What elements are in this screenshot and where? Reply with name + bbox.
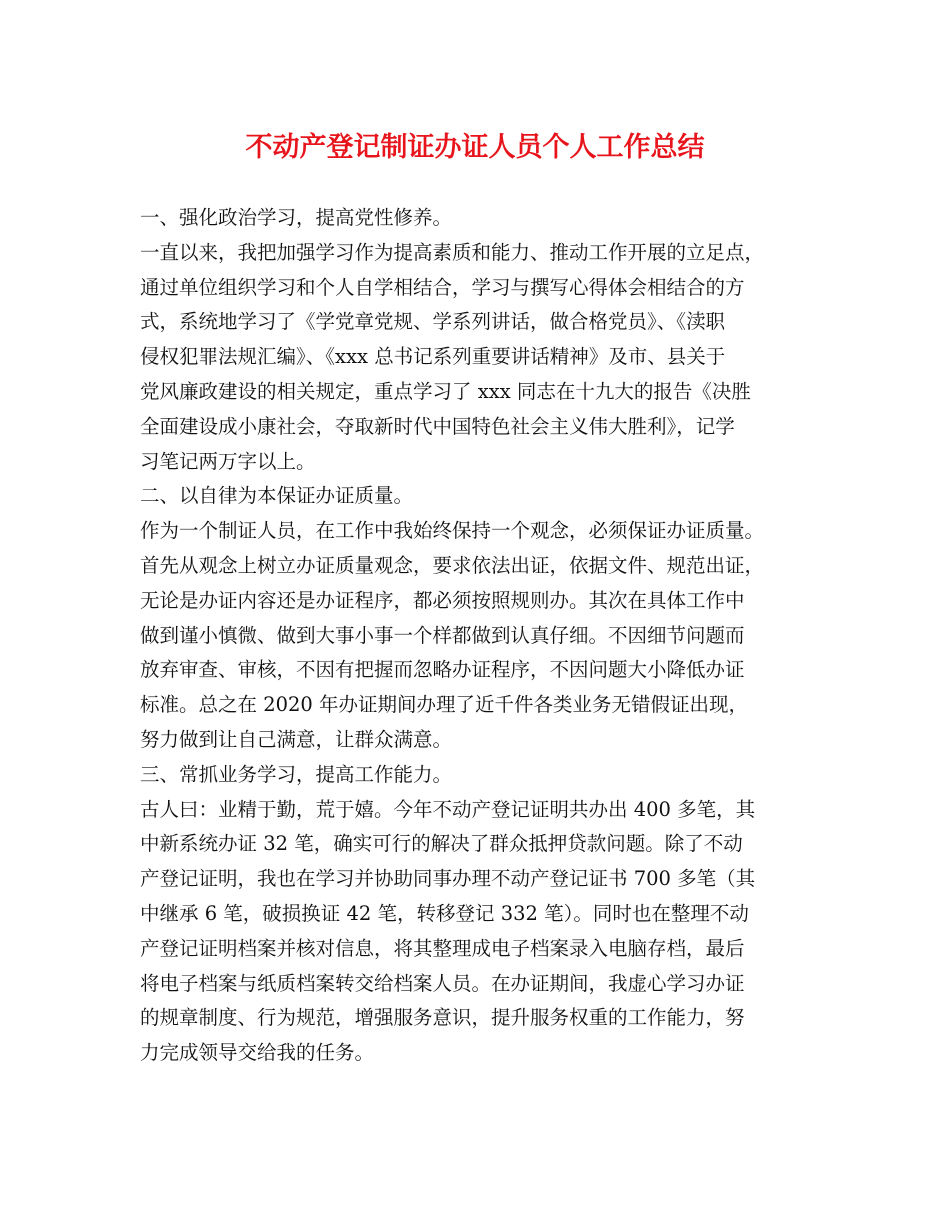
text-line: 的规章制度、行为规范，增强服务意识，提升服务权重的工作能力，努 (140, 1006, 745, 1030)
text-line: 二、以自律为本保证办证质量。 (140, 484, 414, 508)
text-line: 一、强化政治学习，提高党性修养。 (140, 206, 453, 229)
text-line: 首先从观念上树立办证质量观念，要求依法出证，依据文件、规范出证， (140, 553, 765, 577)
text-line: 古人曰：业精于勤，荒于嬉。今年不动产登记证明共办出 400 多笔，其 (140, 797, 756, 821)
text-line: 中继承 6 笔，破损换证 42 笔，转移登记 332 笔）。同时也在整理不动 (140, 901, 749, 925)
text-line: 将电子档案与纸质档案转交给档案人员。在办证期间，我虚心学习办证 (140, 971, 745, 995)
text-line: 产登记证明，我也在学习并协助同事办理不动产登记证书 700 多笔（其 (140, 867, 756, 891)
text-line: 通过单位组织学习和个人自学相结合，学习与撰写心得体会相结合的方 (140, 275, 745, 299)
text-line: 党风廉政建设的相关规定，重点学习了 xxx 同志在十九大的报告《决胜 (140, 379, 751, 403)
text-line: 侵权犯罪法规汇编》、《xxx 总书记系列重要讲话精神》及市、县关于 (140, 345, 726, 369)
text-line: 力完成领导交给我的任务。 (140, 1041, 375, 1065)
text-line: 产登记证明档案并核对信息，将其整理成电子档案录入电脑存档，最后 (140, 936, 745, 960)
document-body (140, 201, 830, 1071)
text-line: 无论是办证内容还是办证程序，都必须按照规则办。其次在具体工作中 (140, 588, 745, 612)
text-line: 做到谨小慎微、做到大事小事一个样都做到认真仔细。不因细节问题而 (140, 623, 745, 647)
text-line: 习笔记两万字以上。 (140, 449, 316, 473)
text-line: 中新系统办证 32 笔，确实可行的解决了群众抵押贷款问题。除了不动 (140, 832, 743, 856)
text-line: 全面建设成小康社会，夺取新时代中国特色社会主义伟大胜利》，记学 (140, 414, 735, 438)
text-line: 放弃审查、审核，不因有把握而忽略办证程序，不因问题大小降低办证 (140, 658, 745, 682)
text-line: 作为一个制证人员，在工作中我始终保持一个观念，必须保证办证质量。 (140, 519, 765, 543)
text-line: 标准。总之在 2020 年办证期间办理了近千件各类业务无错假证出现， (140, 693, 749, 717)
text-line: 式，系统地学习了《学党章党规、学系列讲话，做合格党员》、《渎职 (140, 310, 726, 334)
text-line: 努力做到让自己满意，让群众满意。 (140, 727, 453, 751)
text-line: 一直以来，我把加强学习作为提高素质和能力、推动工作开展的立足点， (140, 240, 765, 264)
document-title: 不动产登记制证办证人员个人工作总结 (245, 132, 705, 163)
text-line: 三、常抓业务学习，提高工作能力。 (140, 762, 453, 786)
